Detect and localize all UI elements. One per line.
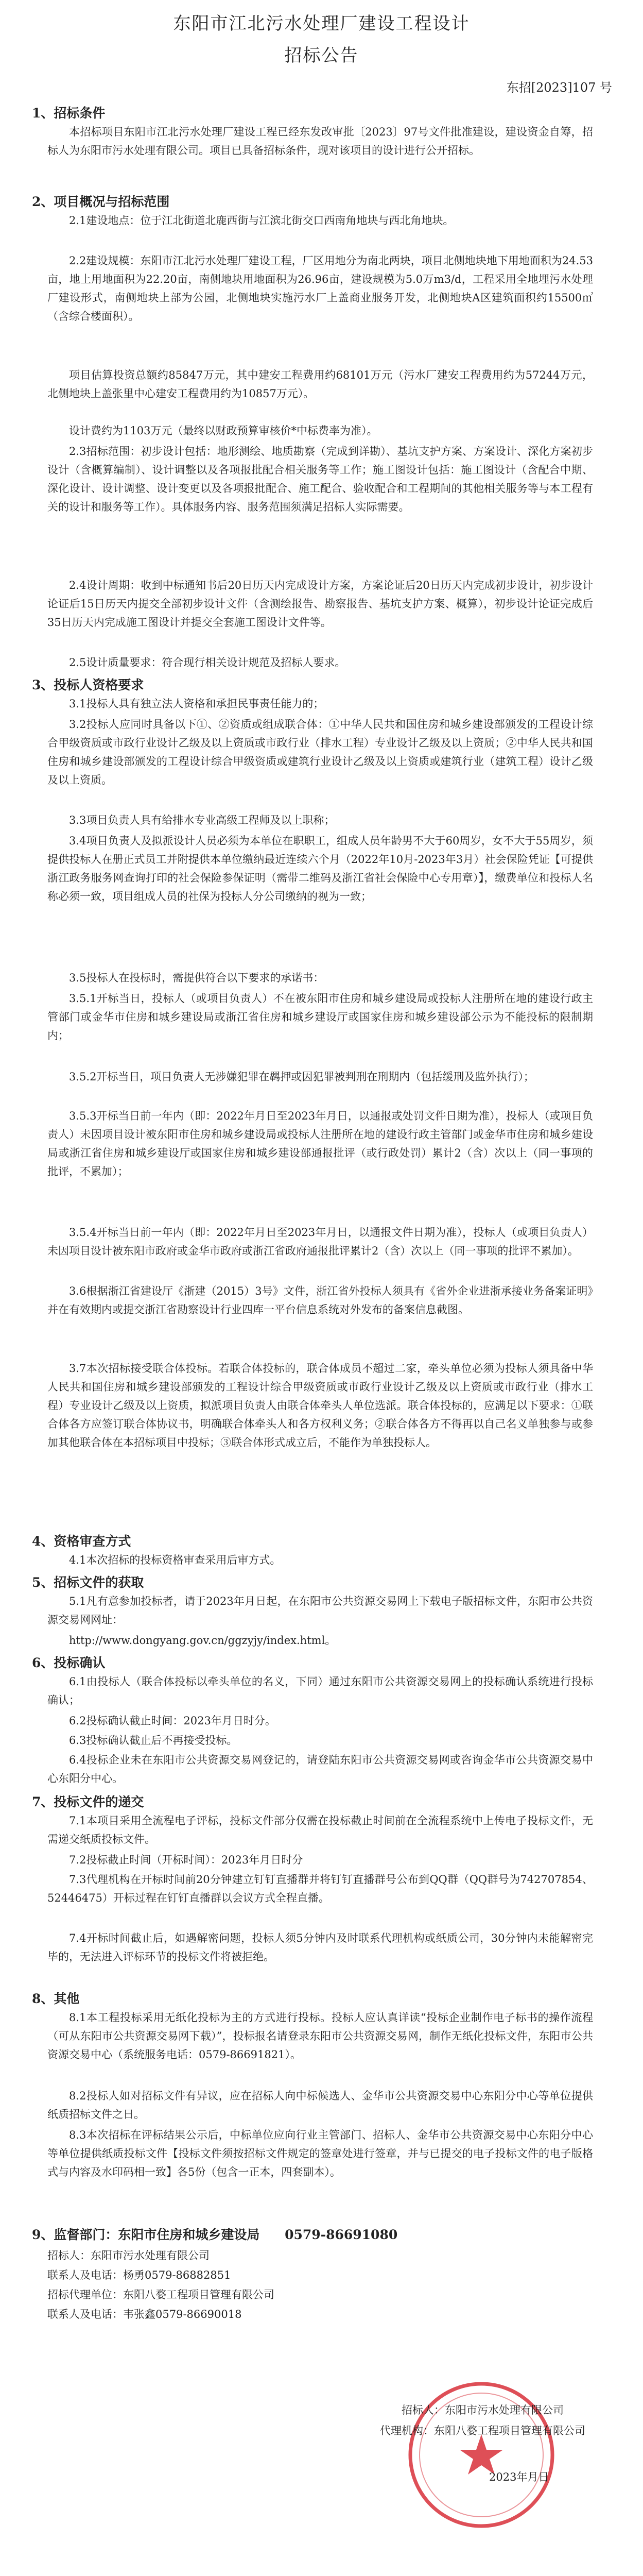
agent-line: 招标代理单位：东阳八婺工程项目管理有限公司 [47, 2289, 274, 2301]
section-2-4: 2.4设计周期：收到中标通知书后20日历天内完成设计方案，方案论证后20日历天内完成初步设计，初步设计论证后15日历天内提交全部初步设计文件（含测绘报告、勘察报告、基坑支护方案、概算），初步设计论证完成后35日历天内完成施工图设计并提交全套施工图设计文件等。 [47, 579, 593, 629]
section-3-5-1: 3.5.1开标当日，投标人（或项目负责人）不在被东阳市住房和城乡建设局或投标人注册所在地的建设行政主管部门或金华市住房和城乡建设局或浙江省住房和城乡建设厅或国家住房和城乡建设部公示为不能投标的限制期内； [47, 992, 593, 1042]
section-2-3: 2.3招标范围：初步设计包括：地形测绘、地质勘察（完成到详勘）、基坑支护方案、方案设计、深化方案初步设计（含概算编制）、设计调整以及各项报批配合相关服务等工作；施工图设计包括：施工图设计（含配合中期、深化设计、设计调整、设计变更以及各项报批配合、施工配合、验收配合和工程期间的其他相关服务等与本工程有关的设计和服务等工作）。具体服务内容、服务范围须满足招标人实际需要。 [47, 445, 593, 513]
section-6-2: 6.2投标确认截止时间：2023年月日时分。 [69, 1715, 276, 1727]
section-6-heading: 6、投标确认 [32, 1655, 106, 1670]
section-3-2: 3.2投标人应同时具备以下①、②资质或组成联合体：①中华人民共和国住房和城乡建设部颁发的工程设计综合甲级资质或市政行业设计乙级及以上资质或市政行业（排水工程）专业设计乙级及以上资质；②中华人民共和国住房和城乡建设部颁发的工程设计综合甲级资质或建筑行业设计乙级及以上资质或建筑行业（建筑工程）设计乙级及以上资质。 [47, 718, 593, 786]
section-3-3: 3.3项目负责人具有给排水专业高级工程师及以上职称； [69, 814, 335, 826]
section-3-heading: 3、投标人资格要求 [32, 677, 144, 692]
section-8-heading: 8、其他 [32, 1991, 80, 2006]
document-title: 东阳市江北污水处理厂建设工程设计 [173, 13, 470, 34]
section-4-heading: 4、资格审查方式 [32, 1534, 131, 1549]
document-number: 东招[2023]107 号 [506, 80, 612, 95]
section-9-heading [32, 2225, 397, 2243]
section-8-1: 8.1本工程投标采用无纸化投标为主的方式进行投标。投标人应认真详读“投标企业制作电子标书的操作流程（可从东阳市公共资源交易网下载）”，投标报名请登录东阳市公共资源交易网，制作无纸化投标文件，东阳市公共资源交易中心（系统服务电话：0579-86691821）。 [47, 2011, 593, 2061]
section-7-3: 7.3代理机构在开标时间前20分钟建立钉钉直播群并将钉钉直播群号公布到QQ群（QQ群号为742707854、52446475）开标过程在钉钉直播群以会议方式全程直播。 [47, 1873, 593, 1904]
section-5-url[interactable]: http://www.dongyang.gov.cn/ggzyjy/index.html。 [69, 1634, 336, 1647]
section-2-2: 2.2建设规模：东阳市江北污水处理厂建设工程，厂区用地分为南北两块，项目北侧地块地下用地面积为24.53亩，地上用地面积为22.20亩，南侧地块用地面积为26.96亩，建设规模为5.0万m3/d，工程采用全地埋污水处理厂建设形式，南侧地块上部为公园，北侧地块实施污水厂上盖商业服务开发，北侧地块A区建筑面积约15500㎡（含综合楼面积）。 [47, 255, 593, 323]
section-8-2: 8.2投标人如对招标文件有异议，应在招标人向中标候选人、金华市公共资源交易中心东阳分中心等单位提供纸质招标文件之日。 [47, 2090, 593, 2121]
section-2-heading: 2、项目概况与招标范围 [32, 194, 170, 209]
section-8-3: 8.3本次招标在评标结果公示后，中标单位应向行业主管部门、招标人、金华市公共资源交易中心东阳分中心等单位提供纸质投标文件【投标文件须按招标文件规定的签章处进行签章，并与已提交的电子投标文件的电子版格式与内容及水印码相一致】各5份（包含一正本，四套副本）。 [47, 2129, 593, 2178]
supervisor-phone: 0579-86691080 [285, 2227, 398, 2242]
section-7-2: 7.2投标截止时间（开标时间）：2023年月日时分 [69, 1854, 303, 1866]
section-3-5-4: 3.5.4开标当日前一年内（即：2022年月日至2023年月日，以通报文件日期为准），投标人（或项目负责人）未因项目设计被东阳市政府或金华市政府或浙江省政府通报批评累计2（含）次以上（同一事项的批评不累加）。 [47, 1226, 593, 1257]
supervisor-label: 9、监督部门：东阳市住房和城乡建设局 [32, 2227, 260, 2242]
section-7-4: 7.4开标时间截止后，如遇解密问题，投标人须5分钟内及时联系代理机构或纸质公司，30分钟内未能解密完毕的，无法进入评标环节的投标文件将被拒绝。 [47, 1932, 593, 1963]
section-3-7: 3.7本次招标接受联合体投标。若联合体投标的，联合体成员不超过二家，牵头单位必须为投标人须具备中华人民共和国住房和城乡建设部颁发的工程设计综合甲级资质或市政行业设计乙级及以上资质或市政行业（排水工程）专业设计乙级及以上资质，拟派项目负责人由联合体牵头人单位选派。联合体投标的，应满足以下要求：①联合体各方应签订联合体协议书，明确联合体牵头人和各方权利义务；②联合体各方不得再以自己名义单独参与或参加其他联合体在本招标项目中投标；③联合体形式成立后，不能作为单独投标人。 [47, 1362, 593, 1449]
section-5-1: 5.1凡有意参加投标者，请于2023年月日起，在东阳市公共资源交易网上下载电子版招标文件，东阳市公共资源交易网网址： [47, 1595, 593, 1626]
section-2-2-fee: 设计费约为1103万元（最终以财政预算审核价*中标费率为准）。 [69, 425, 378, 437]
section-7-1: 7.1本项目采用全流程电子评标，投标文件部分仅需在投标截止时间前在全流程系统中上传电子投标文件，无需递交纸质投标文件。 [47, 1815, 593, 1845]
section-3-4: 3.4项目负责人及拟派设计人员必须为本单位在职职工，组成人员年龄男不大于60周岁，女不大于55周岁，须提供投标人在册正式员工并附提供本单位缴纳最近连续六个月（2022年10月-2023年3月）社会保险凭证【可提供浙江政务服务网查询打印的社会保险参保证明（需带二维码及浙江省社会保险中心专用章）】，缴费单位和投标人名称必须一致，项目组成人员的社保为投标人分公司缴纳的视为一致； [47, 835, 593, 903]
section-3-6: 3.6根据浙江省建设厅《浙建（2015）3号》文件，浙江省外投标人须具有《省外企业进浙承接业务备案证明》并在有效期内或提交浙江省勘察设计行业四库一平台信息系统对外发布的备案信息截图。 [47, 1285, 593, 1316]
section-6-4: 6.4投标企业未在东阳市公共资源交易网登记的，请登陆东阳市公共资源交易网或咨询金华市公共资源交易中心东阳分中心。 [47, 1754, 593, 1785]
tenderer-line: 招标人：东阳市污水处理有限公司 [47, 2249, 210, 2262]
section-6-3: 6.3投标确认截止后不再接受投标。 [69, 1734, 238, 1747]
agent-contact: 联系人及电话：韦张鑫0579-86690018 [47, 2308, 242, 2320]
section-3-5-2: 3.5.2开标当日，项目负责人无涉嫌犯罪在羁押或因犯罪被判刑在刑期内（包括缓刑及监外执行）； [69, 1071, 534, 1083]
section-2-5: 2.5设计质量要求：符合现行相关设计规范及招标人要求。 [69, 656, 346, 669]
section-5-heading: 5、招标文件的获取 [32, 1575, 144, 1590]
section-3-1: 3.1投标人具有独立法人资格和承担民事责任能力的； [69, 698, 324, 710]
section-3-5: 3.5投标人在投标时，需提供符合以下要求的承诺书： [69, 972, 324, 984]
section-1-heading: 1、招标条件 [32, 106, 106, 121]
section-2-1: 2.1建设地点：位于江北街道北鹿西街与江滨北街交口西南角地块与西北角地块。 [69, 214, 454, 227]
section-2-2-invest: 项目估算投资总额约85847万元，其中建安工程费用约68101万元（污水厂建安工程费用约为57244万元，北侧地块上盖张里中心建安工程费用约为10857万元）。 [47, 369, 593, 400]
signature-tenderer: 招标人：东阳市污水处理有限公司 [402, 2404, 564, 2416]
section-1-text: 本招标项目东阳市江北污水处理厂建设工程已经东发改审批〔2023〕97号文件批准建设，建设资金自筹，招标人为东阳市污水处理有限公司。项目已具备招标条件，现对该项目的设计进行公开招标。 [47, 126, 593, 157]
signature-agent: 代理机构：东阳八婺工程项目管理有限公司 [380, 2425, 585, 2437]
section-6-1: 6.1由投标人（联合体投标以牵头单位的名义，下同）通过东阳市公共资源交易网上的投标确认系统进行投标确认； [47, 1675, 593, 1706]
tenderer-contact: 联系人及电话：杨勇0579-86882851 [47, 2269, 231, 2281]
signature-date: 2023年月日 [489, 2471, 549, 2483]
section-4-1: 4.1本次招标的投标资格审查采用后审方式。 [69, 1554, 281, 1566]
section-3-5-3: 3.5.3开标当日前一年内（即：2022年月日至2023年月日，以通报或处罚文件日期为准），投标人（或项目负责人）未因项目设计被东阳市住房和城乡建设局或投标人注册所在地的建设行政主管部门或金华市住房和城乡建设局或浙江省住房和城乡建设厅或国家住房和城乡建设部通报批评（或行政处罚）累计2（含）次以上（同一事项的批评，不累加）； [47, 1110, 593, 1178]
section-7-heading: 7、投标文件的递交 [32, 1794, 144, 1809]
document-subtitle: 招标公告 [284, 45, 359, 66]
